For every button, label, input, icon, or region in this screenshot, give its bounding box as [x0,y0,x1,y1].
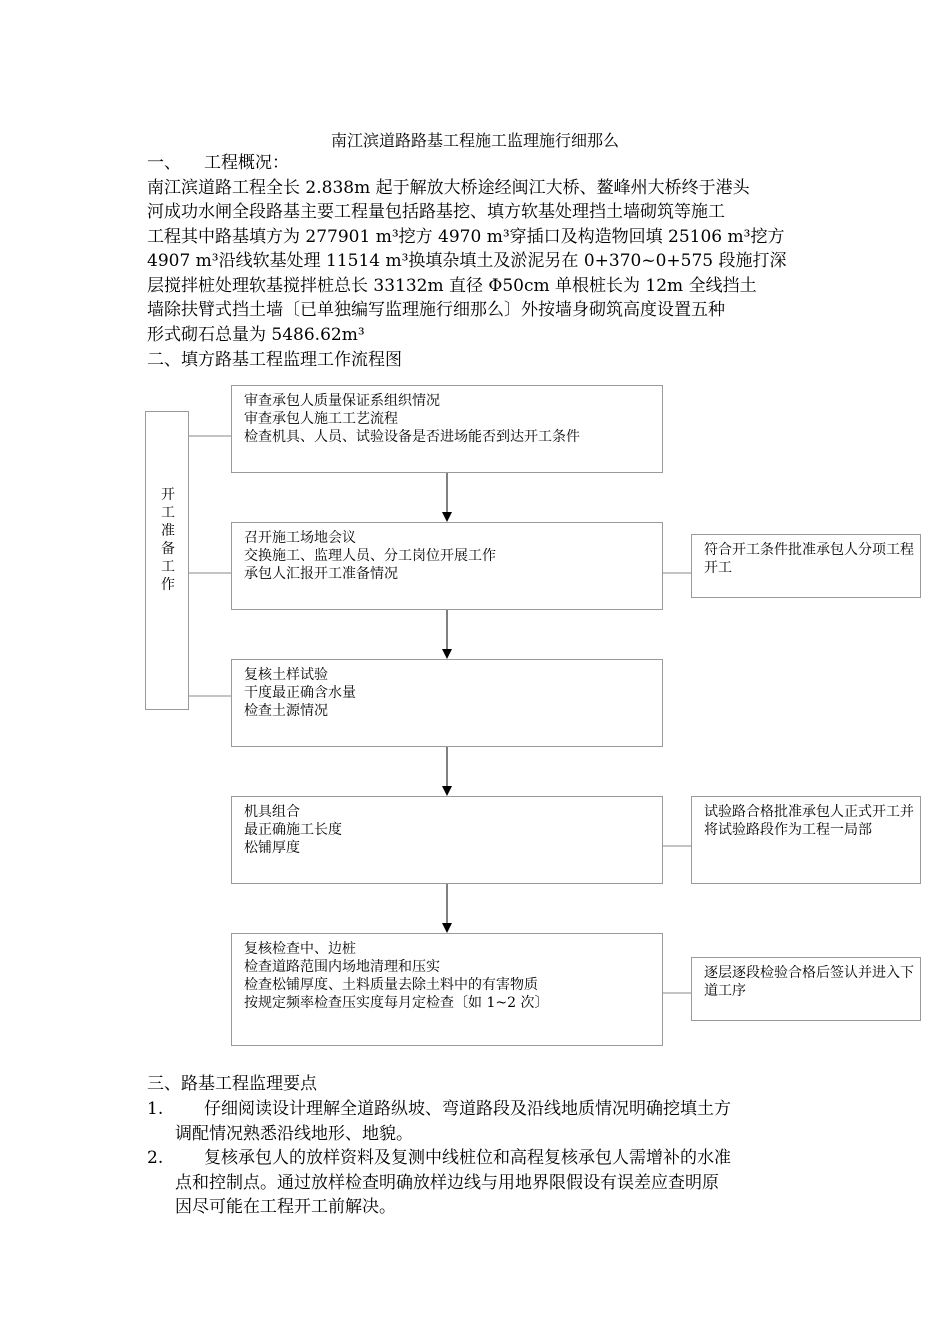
section1-line: 形式砌石总量为 5486.62m³ [147,325,365,345]
flow-box-soil-test [231,659,663,747]
section3-heading: 三、路基工程监理要点 [147,1074,317,1094]
section1-line: 河成功水闸全段路基主要工程量包括路基挖、填方软基处理挡土墙砌筑等施工 [147,202,725,222]
flow-box-meeting [231,522,663,610]
flow-box-line: 承包人汇报开工准备情况 [244,566,398,582]
list-item-line: 点和控制点。通过放样检查明确放样边线与用地界限假设有误差应查明原 [175,1173,719,1193]
list-item-line: 调配情况熟悉沿线地形、地貌。 [175,1124,413,1144]
flow-box-line: 审查承包人施工工艺流程 [244,411,398,427]
list-item-number: 1. [147,1099,164,1119]
flow-box-review [231,385,663,473]
flow-box-line: 检查道路范围内场地清理和压实 [244,959,440,975]
list-item-line: 仔细阅读设计理解全道路纵坡、弯道路段及沿线地质情况明确挖填土方 [204,1099,731,1119]
flow-box-line: 机具组合 [244,804,300,820]
flow-box-line: 交换施工、监理人员、分工岗位开展工作 [244,548,496,564]
section2-heading: 二、填方路基工程监理工作流程图 [147,350,402,370]
arrow-down-icon [442,786,452,796]
flow-box-line: 召开施工场地会议 [244,530,356,546]
flow-box-line: 检查松铺厚度、土料质量去除土料中的有害物质 [244,977,538,993]
flow-box-line: 按规定频率检查压实度每月定检查〔如 1~2 次〕 [244,995,549,1011]
flow-box-line: 松铺厚度 [244,840,300,856]
section1-line: 4907 m³沿线软基处理 11514 m³换填杂填土及淤泥另在 0+370~0+575 段施打深 [147,251,787,271]
flow-box-line: 审查承包人质量保证系组织情况 [244,393,440,409]
arrow-down-icon [442,512,452,522]
arrow-down-icon [442,649,452,659]
list-item-line: 复核承包人的放样资料及复测中线桩位和高程复核承包人需增补的水准 [204,1148,731,1168]
flow-box-inspection [231,933,663,1046]
section1-line: 层搅拌桩处理软基搅拌桩总长 33132m 直径 Φ50cm 单根桩长为 12m 全线挡土 [147,276,757,296]
arrow-down-icon [442,923,452,933]
document-title: 南江滨道路路基工程施工监理施行细那么 [330,131,619,150]
flow-box-line: 干度最正确含水量 [244,685,356,701]
preparation-side-label: 开工准备工作 [161,487,175,593]
section1-heading: 工程概况： [204,153,289,173]
section1-line: 墙除扶臂式挡土墙〔已单独编写监理施行细那么〕外按墙身砌筑高度设置五种 [147,300,725,320]
flow-box-line: 最正确施工长度 [244,822,342,838]
list-item-line: 因尽可能在工程开工前解决。 [175,1197,396,1217]
flow-box-line: 复核检查中、边桩 [244,941,356,957]
flow-box-line: 复核土样试验 [244,667,328,683]
flow-box-line: 检查机具、人员、试验设备是否进场能否到达开工条件 [244,429,580,445]
flow-box-machinery [231,796,663,884]
note-box-trial-road: 试验路合格批准承包人正式开工并将试验路段作为工程一局部 [691,796,921,884]
note-box-start-approval: 符合开工条件批准承包人分项工程开工 [691,534,921,598]
list-item-number: 2. [147,1148,164,1168]
section1-line: 南江滨道路工程全长 2.838m 起于解放大桥途经闽江大桥、鳌峰州大桥终于港头 [147,178,750,198]
note-box-layer-inspection: 逐层逐段检验合格后签认并进入下道工序 [691,957,921,1021]
flow-box-line: 检查土源情况 [244,703,328,719]
section1-heading-number: 一、 [147,153,181,173]
section1-line: 工程其中路基填方为 277901 m³挖方 4970 m³穿插口及构造物回填 25106 m³挖方 [147,227,785,247]
